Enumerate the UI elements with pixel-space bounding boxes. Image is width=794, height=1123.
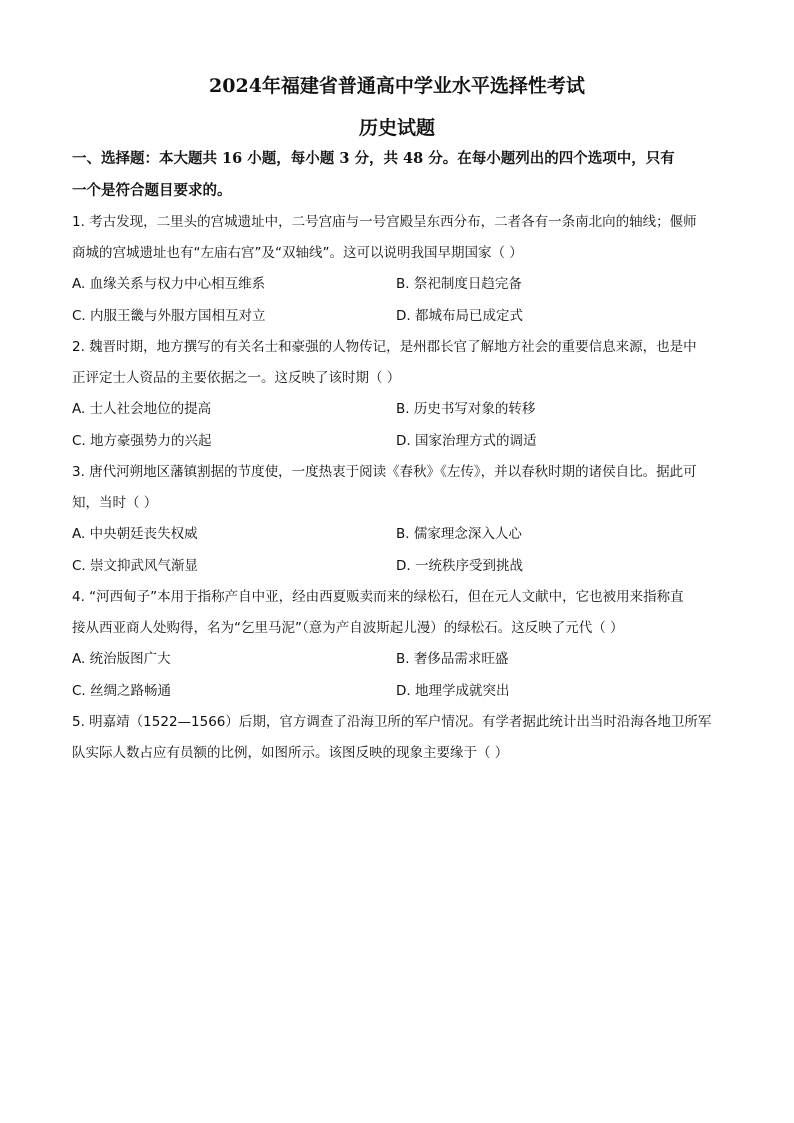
exam-title: 2024年福建省普通高中学业水平选择性考试 [209,75,585,97]
question-3-option-d: D. 一统秩序受到挑战 [396,558,523,574]
question-3-option-c: C. 崇文抑武风气渐显 [72,558,199,574]
question-1-stem-line-1: 1. 考古发现，二里头的宫城遗址中，二号宫庙与一号宫殿呈东西分布，二者各有一条南北向的轴线；偃师 [72,214,697,230]
question-4-option-d: D. 地理学成就突出 [396,683,510,699]
question-2-option-d: D. 国家治理方式的调适 [396,433,537,449]
question-2-option-c: C. 地方豪强势力的兴起 [72,433,212,449]
section-heading-line-2: 一个是符合题目要求的。 [72,182,232,199]
question-5-stem-line-1: 5. 明嘉靖（1522—1566）后期，官方调查了沿海卫所的军户情况。有学者据此统计出当时沿海各地卫所军 [72,714,712,730]
question-4-option-b: B. 奢侈品需求旺盛 [396,651,509,667]
question-4-option-a: A. 统治版图广大 [72,651,171,667]
question-2-option-a: A. 士人社会地位的提高 [72,401,212,417]
question-4-stem-line-1: 4. “河西甸子”本用于指称产自中亚，经由西夏贩卖而来的绿松石，但在元人文献中，它也被用来指称直 [72,589,684,605]
question-2-stem-line-1: 2. 魏晋时期，地方撰写的有关名士和豪强的人物传记，是州郡长官了解地方社会的重要信息来源，也是中 [72,339,697,355]
exam-subtitle: 历史试题 [358,117,435,139]
question-3-option-b: B. 儒家理念深入人心 [396,526,522,542]
question-2-stem-line-2: 正评定士人资品的主要依据之一。这反映了该时期（ ） [72,370,401,386]
question-1-option-d: D. 都城布局已成定式 [396,308,523,324]
question-1-option-a: A. 血缘关系与权力中心相互维系 [72,276,266,292]
question-1-stem-line-2: 商城的宫城遗址也有“左庙右宫”及“双轴线”。这可以说明我国早期国家（ ） [72,245,523,261]
question-3-option-a: A. 中央朝廷丧失权威 [72,526,198,542]
question-4-stem-line-2: 接从西亚商人处购得，名为“乞里马泥”（意为产自波斯起儿漫）的绿松石。这反映了元代（ ） [72,620,624,636]
question-2-option-b: B. 历史书写对象的转移 [396,401,536,417]
question-4-option-c: C. 丝绸之路畅通 [72,683,172,699]
question-1-option-b: B. 祭祀制度日趋完备 [396,276,522,292]
question-3-stem-line-2: 知，当时（ ） [72,495,158,511]
section-heading-line-1: 一、选择题：本大题共 16 小题，每小题 3 分，共 48 分。在每小题列出的四个选项中，只有 [72,150,675,167]
question-3-stem-line-1: 3. 唐代河朔地区藩镇割据的节度使，一度热衷于阅读《春秋》《左传》，并以春秋时期的诸侯自比。据此可 [72,464,697,480]
question-1-option-c: C. 内服王畿与外服方国相互对立 [72,308,266,324]
question-5-stem-line-2: 队实际人数占应有员额的比例，如图所示。该图反映的现象主要缘于（ ） [72,745,509,761]
